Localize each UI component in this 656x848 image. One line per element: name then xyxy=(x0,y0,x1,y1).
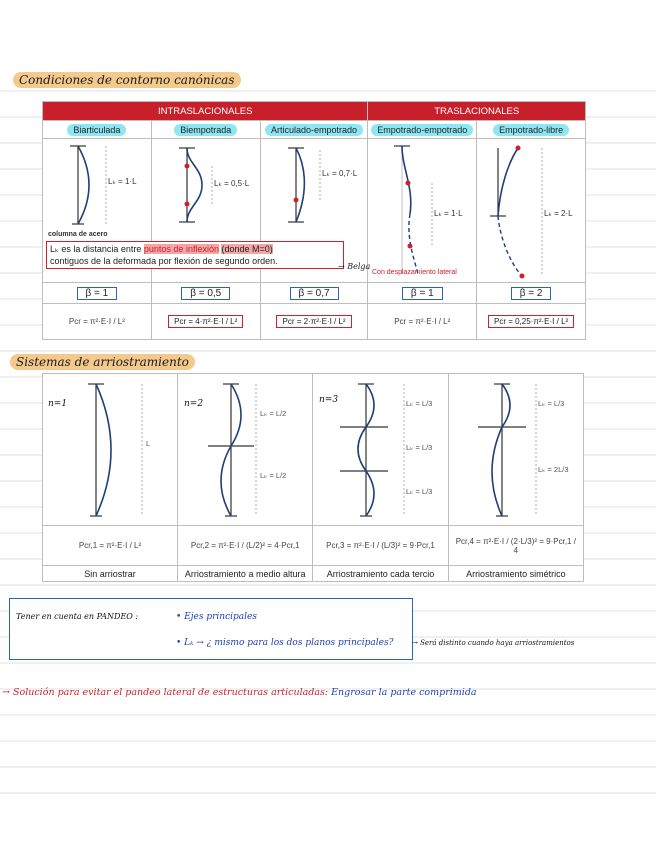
effective-length-label: Lₖ = 2L/3 xyxy=(538,465,569,474)
header-intraslacionales: INTRASLACIONALES xyxy=(43,102,368,121)
case-name-biarticulada: Biarticulada xyxy=(67,124,126,136)
critical-load-formula: Pcr = 2·π²·E·I / L² xyxy=(276,315,351,328)
inflection-note-c: (donde M=0) xyxy=(221,244,273,254)
effective-length-label: Lₖ = L/3 xyxy=(406,487,433,496)
effective-length-label: Lₖ = 1·L xyxy=(434,209,463,218)
solution-line xyxy=(2,687,477,698)
case-name-articulado-empotrado: Articulado-empotrado xyxy=(265,124,363,136)
critical-load-formula: Pcr = π²·E·I / L² xyxy=(68,317,125,326)
beta-value: β = 0,5 xyxy=(181,287,230,300)
bracing-caption: Sin arriostrar xyxy=(43,566,178,582)
case-name-biempotrada: Biempotrada xyxy=(174,124,237,136)
beta-value: β = 1 xyxy=(402,287,443,300)
effective-length-label: Lₖ = 2·L xyxy=(544,209,573,218)
pandeo-note-arrow: → Será distinto cuando haya arriostramientos xyxy=(412,639,575,647)
beta-value: β = 0,7 xyxy=(290,287,339,300)
case-name-empotrado-empotrado: Empotrado-empotrado xyxy=(371,124,473,136)
bracing-count-label: n=2 xyxy=(184,399,204,409)
inflection-note-b: puntos de inflexión xyxy=(143,244,219,254)
critical-load-formula: Pcr = π²·E·I / L² xyxy=(394,317,451,326)
bracing-count-label: n=3 xyxy=(319,395,339,405)
effective-length-label: Lₖ = L/2 xyxy=(260,409,287,418)
bracing-caption: Arriostramiento cada tercio xyxy=(313,566,448,582)
section2-title: Sistemas de arriostramiento xyxy=(10,354,195,370)
bracing-count-label: n=1 xyxy=(48,399,68,409)
header-traslacionales: TRASLACIONALES xyxy=(368,102,586,121)
bracing-formula: Pcr,3 = π²·E·I / (L/3)² = 9·Pcr,1 xyxy=(326,541,435,550)
beta-value: β = 1 xyxy=(77,287,118,300)
effective-length-label: Lₖ = L/3 xyxy=(538,399,565,408)
pandeo-notes-title: Tener en cuenta en PANDEO : xyxy=(16,612,139,621)
case-name-empotrado-libre: Empotrado-libre xyxy=(493,124,569,136)
bracing-formula: Pcr,4 = π²·E·I / (2·L/3)² = 9·Pcr,1 / 4 xyxy=(455,536,576,555)
inflection-note-a: Lₖ es la distancia entre xyxy=(50,244,142,254)
beta-value: β = 2 xyxy=(511,287,552,300)
critical-load-formula: Pcr = 0,25·π²·E·I / L² xyxy=(488,315,574,328)
pandeo-note-item: • Ejes principales xyxy=(176,612,257,622)
solution-answer: Engrosar la parte comprimida xyxy=(331,687,477,698)
bracing-formula: Pcr,1 = π²·E·I / L² xyxy=(78,541,142,550)
bracing-caption: Arriostramiento simétrico xyxy=(448,566,583,582)
effective-length-label: L xyxy=(146,439,151,448)
effective-length-label: Lₖ = 0,5·L xyxy=(214,179,250,188)
effective-length-label: Lₖ = L/3 xyxy=(406,399,433,408)
pandeo-note-item: • Lₖ → ¿ mismo para los dos planos principales? xyxy=(176,638,394,648)
effective-length-label: Lₖ = L/3 xyxy=(406,443,433,452)
steel-column-label: columna de acero xyxy=(48,231,108,238)
bracing-formula: Pcr,2 = π²·E·I / (L/2)² = 4·Pcr,1 xyxy=(190,541,300,550)
bracing-modes-diagram xyxy=(42,374,584,526)
effective-length-label: Lₖ = 0,7·L xyxy=(322,169,358,178)
section1-title: Condiciones de contorno canónicas xyxy=(13,72,241,88)
belga-annotation: → Belga xyxy=(338,262,371,271)
critical-load-formula: Pcr = 4·π²·E·I / L² xyxy=(168,315,243,328)
solution-text: → Solución para evitar el pandeo lateral de estructuras articuladas: xyxy=(2,687,329,698)
effective-length-label: Lₖ = 1·L xyxy=(108,177,137,186)
inflection-note-d: contiguos de la deformada por flexión de segundo orden. xyxy=(50,256,278,266)
inflection-note xyxy=(46,241,344,269)
lateral-displacement-label: Con desplazamiento lateral xyxy=(372,269,457,276)
pandeo-notes-box xyxy=(9,598,413,660)
effective-length-label: Lₖ = L/2 xyxy=(260,471,287,480)
bracing-caption: Arriostramiento a medio altura xyxy=(178,566,313,582)
